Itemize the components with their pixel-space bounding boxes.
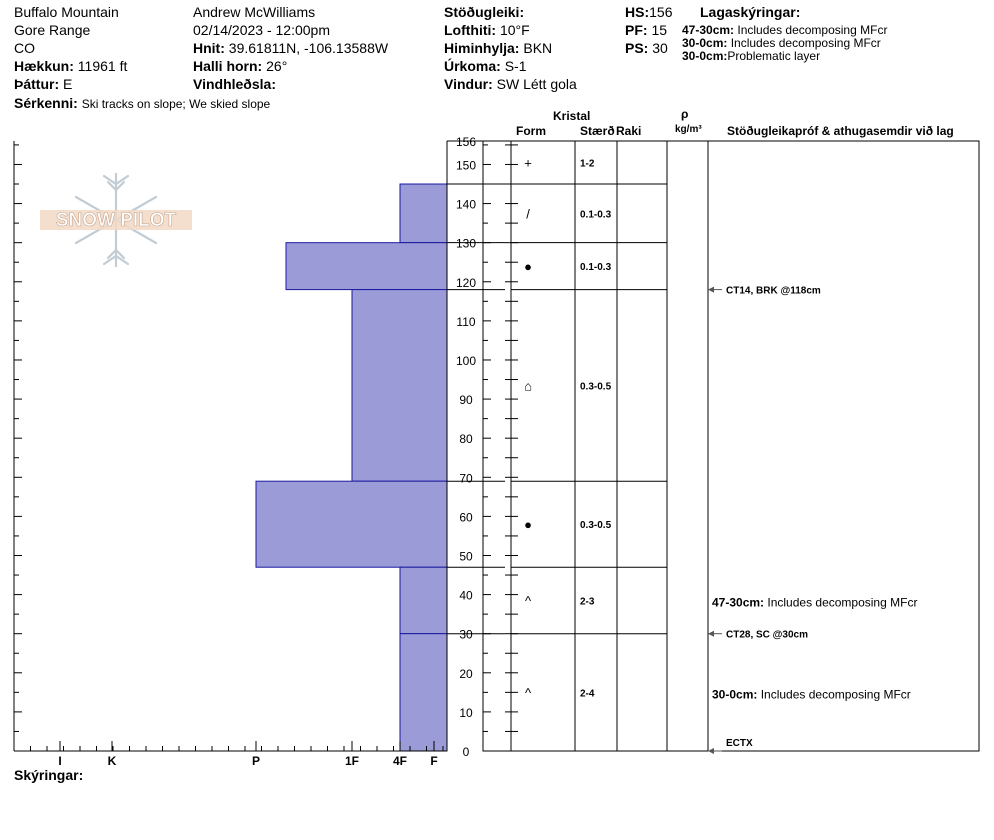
layer-comment-text: Includes decomposing MFcr — [767, 595, 918, 610]
layer-table-frame — [483, 141, 979, 751]
depth-tick-label: 80 — [459, 432, 473, 447]
hardness-tick-label: F — [430, 754, 438, 768]
elevation-label: Hækkun: — [14, 58, 74, 74]
depth-tick-label: 110 — [456, 314, 476, 329]
depth-tick-label: 0 — [462, 745, 470, 759]
layer-comment-text: Includes decomposing MFcr — [760, 687, 911, 702]
density-symbol: ρ — [681, 107, 689, 121]
layer-note-text: Includes decomposing MFcr — [730, 36, 881, 50]
hardness-tick-label: 1F — [344, 754, 360, 768]
grain-size: 2-3 — [580, 596, 595, 608]
layer-note-range: 30-0cm: — [682, 36, 728, 50]
stability-test: ECTX — [726, 738, 753, 749]
depth-tick-label: 70 — [459, 471, 473, 486]
hardness-bar — [400, 184, 447, 243]
wind-label: Vindur: — [444, 76, 493, 92]
location-name: Buffalo Mountain — [14, 4, 119, 20]
grain-size: 0.3-0.5 — [580, 381, 612, 393]
features-label: Sérkenni: — [14, 95, 78, 111]
pf-label: PF: — [625, 22, 648, 38]
depth-tick-label: 20 — [459, 666, 473, 681]
test-arrow-head — [708, 287, 714, 293]
notes-label: Skýringar: — [14, 767, 84, 783]
elevation-value: 11961 ft — [77, 58, 128, 74]
hardness-bar — [352, 290, 447, 482]
state: CO — [14, 40, 35, 56]
hardness-tick-label: I — [58, 754, 62, 768]
wind-value: SW Létt gola — [496, 76, 577, 92]
layer-notes-label: Lagaskýringar: — [700, 4, 801, 20]
hardness-bar — [286, 243, 447, 290]
layer-note-text: Includes decomposing MFcr — [737, 23, 888, 37]
layer-note-range: 47-30cm: — [682, 23, 735, 37]
grain-size: 1-2 — [580, 158, 595, 170]
size-header: Stærð — [580, 124, 615, 138]
depth-tick-label: 120 — [455, 275, 477, 290]
precip-label: Úrkoma: — [444, 58, 501, 74]
hs-label: HS: — [625, 4, 650, 20]
faceted-rounded-icon: ⌂ — [524, 378, 532, 394]
test-arrow-head — [708, 631, 714, 637]
layer-note-range: 30-0cm: — [682, 49, 728, 63]
ps-value: 30 — [652, 40, 668, 56]
features-value: Ski tracks on slope; We skied slope — [81, 97, 271, 111]
logo-text: SNOW PILOT — [55, 210, 177, 231]
grain-size: 2-4 — [580, 688, 595, 700]
grain-size: 0.1-0.3 — [580, 262, 612, 274]
date-time: 02/14/2023 - 12:00pm — [193, 22, 330, 38]
hs-value: 156 — [649, 4, 673, 20]
aspect-label: Þáttur: — [14, 76, 60, 92]
air-temp-label: Lofthiti: — [444, 22, 497, 38]
mountain-range: Gore Range — [14, 22, 91, 38]
test-arrow-head — [708, 748, 714, 754]
sky-label: Himinhylja: — [444, 40, 520, 56]
wind-loading-label: Vindhleðsla: — [193, 76, 276, 92]
grain-size: 0.1-0.3 — [580, 209, 612, 221]
layer-note-text: Problematic layer — [727, 49, 821, 63]
moisture-header: Raki — [616, 124, 642, 138]
hardness-bar — [400, 567, 447, 633]
depth-tick-label: 156 — [455, 135, 477, 149]
grain-size: 0.3-0.5 — [580, 520, 612, 532]
hardness-tick-label: K — [107, 754, 117, 768]
depth-tick-label: 100 — [455, 353, 477, 368]
coords-value: 39.61811N, -106.13588W — [228, 40, 389, 56]
pf-value: 15 — [651, 22, 668, 38]
depth-tick-label: 10 — [459, 705, 473, 720]
depth-tick-label: 50 — [459, 549, 473, 564]
slope-value: 26° — [266, 58, 288, 74]
depth-hoar-icon: ^ — [524, 593, 532, 609]
hardness-bar — [256, 481, 447, 567]
slash-icon: / — [526, 206, 530, 222]
slope-label: Halli horn: — [193, 58, 263, 74]
hardness-bar — [400, 634, 447, 751]
stability-tests — [708, 286, 917, 754]
observer: Andrew McWilliams — [193, 4, 316, 20]
hardness-tick-label: P — [251, 754, 261, 768]
form-header: Form — [516, 124, 546, 138]
cross-icon: + — [524, 155, 532, 171]
depth-tick-label: 130 — [455, 236, 477, 251]
coords-label: Hnit: — [193, 40, 225, 56]
layer-comment-range: 30-0cm: — [712, 687, 761, 702]
depth-tick-label: 60 — [459, 510, 473, 525]
dot-icon: ● — [524, 517, 532, 533]
hardness-bars — [256, 184, 447, 751]
layer-table — [447, 141, 708, 751]
precip-value: S-1 — [504, 58, 527, 74]
layer-comment-range: 47-30cm: — [712, 595, 768, 610]
dot-icon: ● — [524, 259, 532, 275]
tests-header: Stöðugleikapróf & athugasemdir við lag — [727, 124, 954, 138]
air-temp-value: 10°F — [499, 22, 530, 38]
aspect-value: E — [63, 76, 73, 92]
hardness-axis — [14, 741, 443, 768]
depth-hoar-icon: ^ — [524, 685, 532, 701]
stability-test: CT14, BRK @118cm — [726, 285, 821, 297]
depth-tick-label: 40 — [459, 588, 473, 603]
layer-comment — [712, 595, 917, 609]
stability-label: Stöðugleiki: — [444, 4, 525, 20]
depth-tick-label: 150 — [455, 158, 477, 173]
depth-tick-label: 30 — [459, 627, 473, 642]
stability-test: CT28, SC @30cm — [726, 629, 809, 641]
chart-frames — [14, 141, 979, 751]
ps-label: PS: — [625, 40, 649, 56]
density-unit: kg/m³ — [675, 124, 702, 135]
depth-tick-label: 90 — [459, 393, 473, 408]
sky-value: BKN — [523, 40, 553, 56]
depth-tick-label: 140 — [455, 197, 477, 212]
hardness-tick-label: 4F — [392, 754, 408, 768]
layer-comment — [712, 687, 911, 701]
crystal-header: Kristal — [553, 109, 591, 123]
